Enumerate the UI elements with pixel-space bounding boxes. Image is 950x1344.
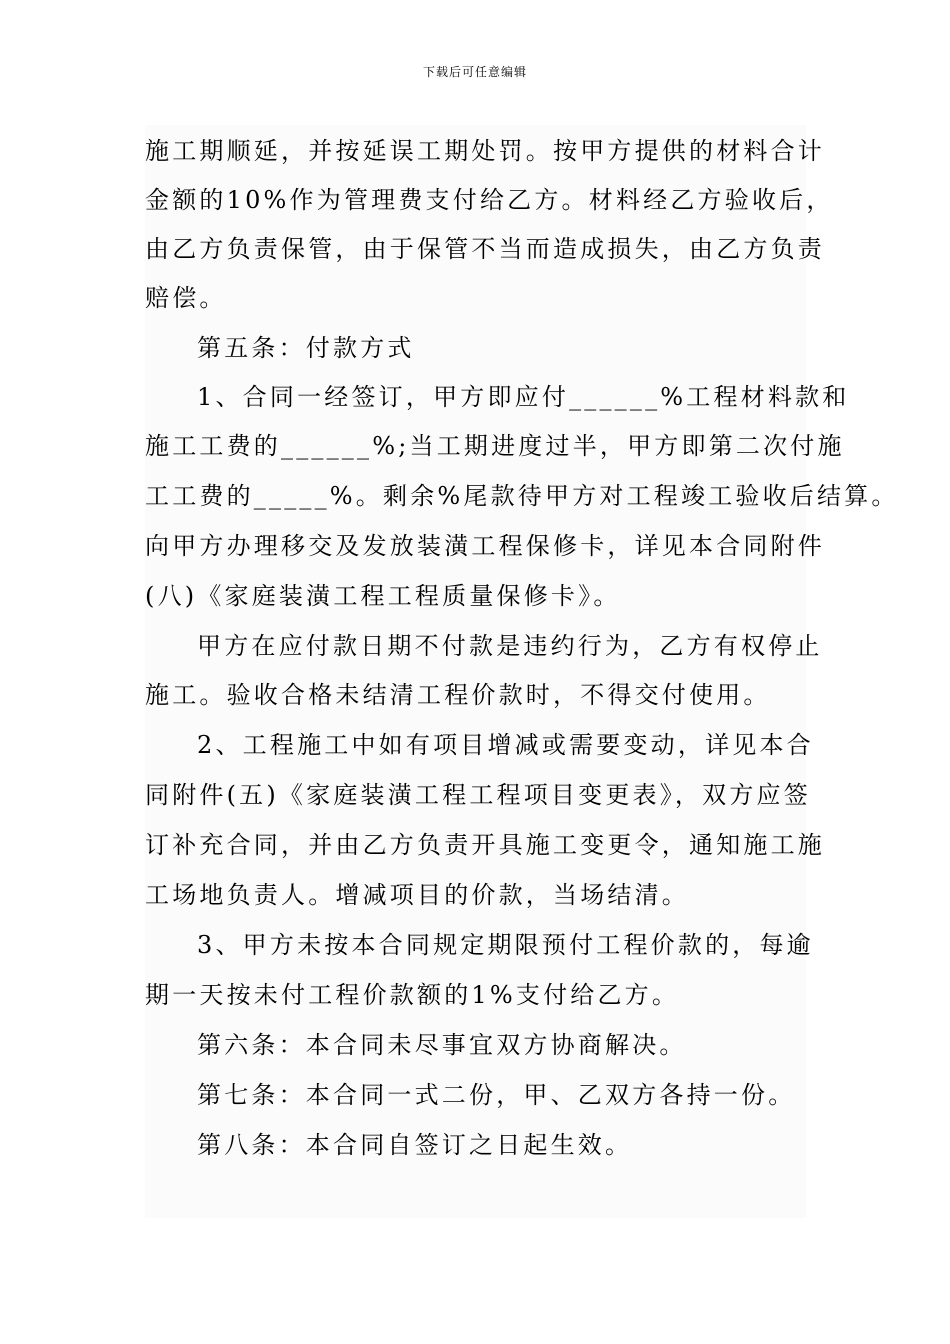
paragraph-line: 甲方在应付款日期不付款是违约行为，乙方有权停止: [197, 632, 823, 660]
paragraph-line: 同附件(五)《家庭装潢工程工程项目变更表》，双方应签: [145, 781, 811, 809]
article-heading-5: 第五条：付款方式: [197, 334, 415, 362]
paragraph-line: 施工。验收合格未结清工程价款时，不得交付使用。: [145, 681, 771, 709]
paragraph-line: 2、工程施工中如有项目增减或需要变动，详见本合: [197, 731, 814, 759]
paragraph-line: 施工工费的______%;当工期进度过半，甲方即第二次付施: [145, 432, 845, 460]
page-header: 下载后可任意编辑: [422, 65, 527, 79]
paragraph-line: 工场地负责人。增减项目的价款，当场结清。: [145, 881, 689, 909]
document-body: [145, 125, 899, 1218]
paragraph-line: 施工期顺延，并按延误工期处罚。按甲方提供的材料合计: [145, 137, 825, 165]
article-heading-8: 第八条：本合同自签订之日起生效。: [197, 1131, 633, 1159]
paragraph-line: 金额的10%作为管理费支付给乙方。材料经乙方验收后，: [145, 186, 834, 214]
paragraph-line: 3、甲方未按本合同规定期限预付工程价款的，每逾: [197, 931, 814, 959]
paragraph-line: 期一天按未付工程价款额的1%支付给乙方。: [145, 981, 680, 1009]
paragraph-line: (八)《家庭装潢工程工程质量保修卡》。: [145, 582, 621, 610]
paragraph-line: 由乙方负责保管，由于保管不当而造成损失，由乙方负责: [145, 235, 825, 263]
paragraph-line: 订补充合同，并由乙方负责开具施工变更令，通知施工施: [145, 831, 825, 859]
article-heading-6: 第六条：本合同未尽事宜双方协商解决。: [197, 1031, 687, 1059]
paragraph-line: 向甲方办理移交及发放装潢工程保修卡，详见本合同附件: [145, 532, 825, 560]
paragraph-line: 赔偿。: [145, 284, 227, 312]
article-heading-7: 第七条：本合同一式二份，甲、乙双方各持一份。: [197, 1081, 796, 1109]
paragraph-line: 工工费的_____%。剩余%尾款待甲方对工程竣工验收后结算。: [145, 482, 899, 510]
paragraph-line: 1、合同一经签订，甲方即应付______%工程材料款和: [197, 383, 850, 411]
